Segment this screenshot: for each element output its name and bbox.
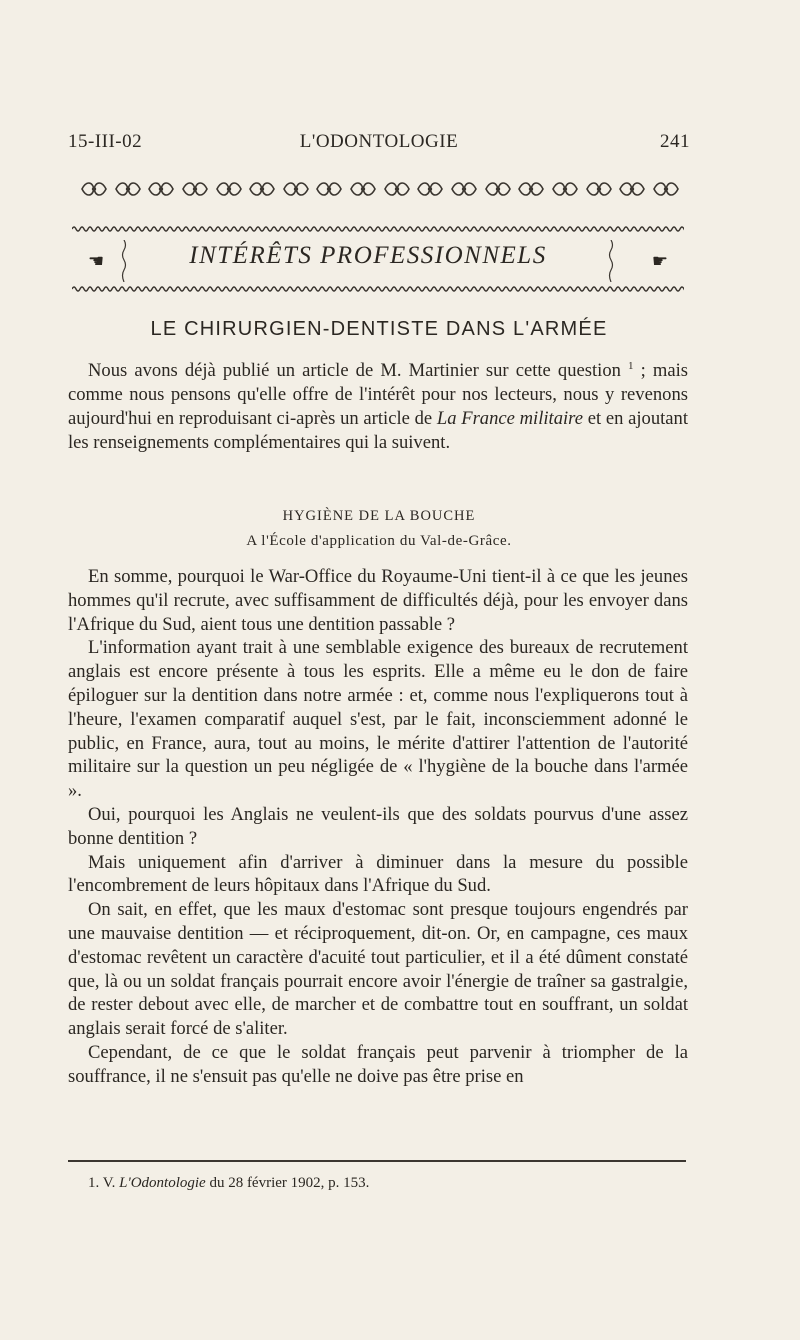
knot-ornament-icon — [484, 180, 512, 198]
ornament-row — [80, 178, 680, 200]
body-paragraph: L'information ayant trait à une semblable exigence des bureaux de recrutement anglais est encore présente à tous les esprits. Elle a même eu le don de faire épiloguer sur la dentition dans notre armée : et, comme nous l'expliquerons tout à l'heure, l'examen comparatif auquel s'est, par le fait, inconsciemment adonné le public, en France, aura, tout au moins, le mérite d'attirer l'attention de l'autorité militaire sur la question un peu négligée de « l'hygiène de la bouche dans l'armée ». — [68, 637, 688, 802]
footnote-divider — [68, 1160, 686, 1162]
footnote — [88, 1175, 369, 1192]
body-paragraph: Mais uniquement afin d'arriver à diminuer dans la mesure du possible l'encombrement de leurs hôpitaux dans l'Afrique du Sud. — [68, 851, 688, 897]
knot-ornament-icon — [349, 180, 377, 198]
pointing-hand-right-icon: ☛ — [651, 251, 668, 271]
footnote-prefix: V. — [102, 1175, 116, 1191]
knot-ornament-icon — [147, 180, 175, 198]
body-paragraph: Cependant, de ce que le soldat français peut parvenir à triompher de la souffrance, il ne s'ensuit pas qu'elle ne doive pas être prise en — [68, 1041, 688, 1087]
knot-ornament-icon — [215, 180, 243, 198]
vertical-squiggle-left — [121, 240, 127, 282]
knot-ornament-icon — [450, 180, 478, 198]
wavy-rule-top — [72, 224, 684, 234]
section-title: INTÉRÊTS PROFESSIONNELS — [189, 242, 547, 269]
intro-text-end: et en ajoutant les renseignements complémentaires qui la suivent. — [68, 407, 688, 453]
knot-ornament-icon — [315, 180, 343, 198]
sub-subheading: A l'École d'application du Val-de-Grâce. — [246, 533, 512, 549]
vertical-squiggle-right — [608, 240, 614, 282]
knot-ornament-icon — [585, 180, 613, 198]
footnote-journal: L'Odontologie — [119, 1175, 206, 1191]
body-paragraph: On sait, en effet, que les maux d'estomac sont presque toujours engendrés par une mauvaise dentition — et réciproquement, dit-on. Or, en campagne, ces maux d'estomac revêtent un caractère d'acuité tout particulier, et il a été dûment constaté que, là ou un soldat français pourrait encore avoir l'énergie de traîner sa gastralgie, de rester debout avec elle, de marcher et de combattre tout en souffrant, un soldat anglais serait forcé de s'aliter. — [68, 899, 688, 1040]
knot-ornament-icon — [282, 180, 310, 198]
intro-text-mid: ; mais comme nous pensons qu'elle offre de l'intérêt pour nos lecteurs, nous y revenons aujourd'hui en reproduisant ci-après un article de — [68, 360, 688, 429]
cited-source: La France militaire — [436, 407, 583, 429]
knot-ornament-icon — [181, 180, 209, 198]
knot-ornament-icon — [517, 180, 545, 198]
intro-paragraph — [68, 355, 688, 454]
knot-ornament-icon — [114, 180, 142, 198]
sub-heading: HYGIÈNE DE LA BOUCHE — [282, 508, 476, 524]
knot-ornament-icon — [652, 180, 680, 198]
section-banner — [72, 224, 684, 294]
wavy-rule-bottom — [72, 284, 684, 294]
page-number: 241 — [660, 131, 690, 152]
body-paragraph: Oui, pourquoi les Anglais ne veulent-ils que des soldats pourvus d'une assez bonne dentition ? — [68, 803, 688, 849]
footnote-reference: 1 — [628, 360, 634, 372]
article-title: LE CHIRURGIEN-DENTISTE DANS L'ARMÉE — [150, 318, 608, 340]
body-paragraph: En somme, pourquoi le War-Office du Royaume-Uni tient-il à ce que les jeunes hommes qu'il recrute, avec suffisamment de difficultés déjà, pour les envoyer dans l'Afrique du Sud, aient tous une dentition passable ? — [68, 566, 688, 635]
footnote-text: du 28 février 1902, p. 153. — [209, 1175, 370, 1191]
running-head — [68, 131, 690, 161]
knot-ornament-icon — [383, 180, 411, 198]
knot-ornament-icon — [416, 180, 444, 198]
knot-ornament-icon — [551, 180, 579, 198]
knot-ornament-icon — [248, 180, 276, 198]
knot-ornament-icon — [618, 180, 646, 198]
pointing-hand-left-icon: ☚ — [88, 251, 105, 271]
knot-ornament-icon — [80, 180, 108, 198]
footnote-number: 1. — [88, 1175, 100, 1191]
journal-title: L'ODONTOLOGIE — [299, 131, 459, 152]
article-body — [68, 565, 688, 1089]
issue-date: 15-III-02 — [68, 131, 143, 152]
intro-text-start: Nous avons déjà publié un article de M. Martinier sur cette question — [88, 360, 621, 382]
